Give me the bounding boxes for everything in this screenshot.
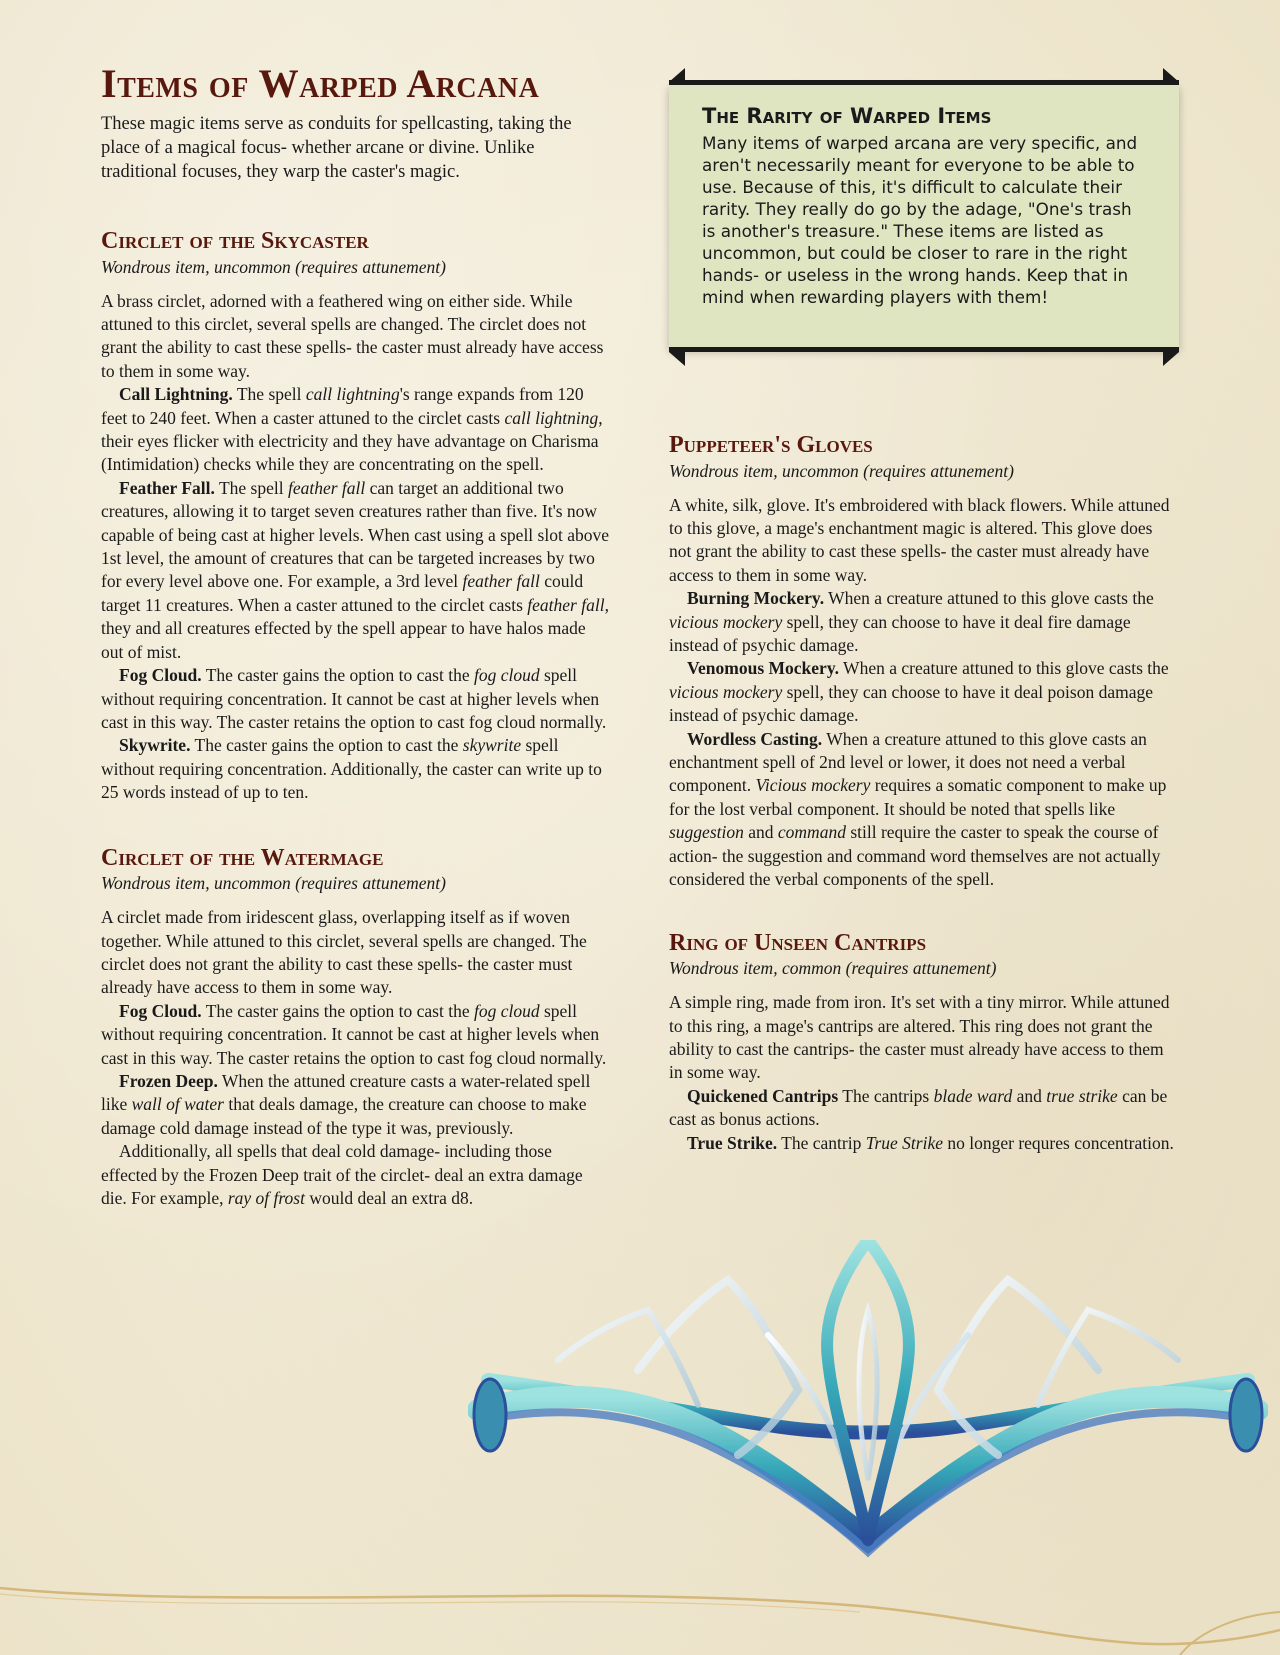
sidebar-corner <box>669 352 685 366</box>
crystal-tiara-icon <box>468 1240 1268 1640</box>
spell-name: vicious mockery <box>669 681 783 702</box>
feature-text: can target an additional two creatures, allowing it to target seven creatures rather than five. It's now capable of being cast at higher levels. When cast using a spell slot above 1st level, the amount of creatures that can be targeted increases by two for every level above one. For example, a 3rd level <box>101 477 609 592</box>
feature-text: can be cast as bonus actions. <box>669 1085 1168 1130</box>
spell-name: blade ward <box>933 1085 1013 1106</box>
feature-text: requires a somatic component to make up for the lost verbal component. It should be noted that spells like <box>669 775 1167 819</box>
feature-text: spell without requiring concentration. It cannot be cast at higher levels when cast in this way. The caster retains the option to cast fog cloud normally. <box>101 1000 607 1068</box>
skycaster-skywrite <box>101 734 611 804</box>
spell-name: skywrite <box>462 735 522 756</box>
sidebar-title: The Rarity of Warped Items <box>702 104 992 128</box>
watermage-frozen-deep <box>101 1070 611 1140</box>
ring-subtitle: Wondrous item, common (requires attunement) <box>669 958 997 979</box>
spell-name: feather fall <box>527 594 605 615</box>
feature-name: Feather Fall. <box>119 477 215 498</box>
feature-name: Call Lightning. <box>119 384 233 405</box>
sidebar-corner <box>1163 352 1179 366</box>
left-column <box>101 62 611 1210</box>
gloves-title: Puppeteer's Gloves <box>669 432 873 458</box>
spell-name: feather fall <box>287 477 366 498</box>
skycaster-call-lightning <box>101 383 611 477</box>
gloves-desc: A white, silk, glove. It's embroidered with black flowers. While attuned to this glove, a mage's enchantment magic is altered. This glove does not grant the ability to cast these spells- the caster must already have access to them in some way. <box>669 494 1170 585</box>
gloves-section <box>669 432 1179 892</box>
spell-name: command <box>777 822 846 843</box>
intro-text: These magic items serve as conduits for spellcasting, taking the place of a magical focus- whether arcane or divine. Unlike traditional focuses, they warp the caster's magic. <box>101 114 572 182</box>
feature-text: still require the caster to speak the course of action- the suggestion and command word themselves are not actually considered the verbal components of the spell. <box>669 822 1161 890</box>
watermage-fog-cloud <box>101 1000 611 1070</box>
spell-name: ray of frost <box>227 1188 305 1208</box>
feature-text: and <box>743 822 778 843</box>
right-column <box>669 432 1179 1155</box>
spell-name: feather fall <box>462 571 540 592</box>
feature-text: Additionally, all spells that deal cold damage- including those effected by the Frozen Deep trait of the circlet- deal an extra damage die. For example, <box>101 1141 583 1208</box>
spell-name: fog cloud <box>473 665 540 686</box>
sidebar-bottom-bar <box>669 347 1179 352</box>
sidebar-box <box>669 84 1179 348</box>
feature-text: When the attuned creature casts a water-related spell like <box>101 1070 591 1115</box>
watermage-title: Circlet of the Watermage <box>101 844 384 871</box>
feature-text: spell, they can choose to have it deal fire damage instead of psychic damage. <box>669 611 1131 656</box>
feature-name: Venomous Mockery. <box>687 658 839 679</box>
sidebar-top-bar <box>669 80 1179 85</box>
rarity-sidebar <box>669 68 1179 356</box>
feature-text: When a creature attuned to this glove casts an enchantment spell of 2nd level or lower, it does not need a verbal component. <box>669 728 1147 796</box>
feature-text: and <box>1012 1085 1047 1106</box>
feature-text: spell without requiring concentration. Additionally, the caster can write up to 25 words instead of up to ten. <box>101 735 602 803</box>
feature-name: True Strike. <box>687 1132 778 1153</box>
spell-name: suggestion <box>669 822 744 843</box>
feature-text: , their eyes flicker with electricity and they have advantage on Charisma (Intimidation) checks while they are concentrating on the spell. <box>101 407 603 475</box>
feature-text: could target 11 creatures. When a caster attuned to the circlet casts <box>101 571 584 615</box>
gloves-burning-mockery <box>669 587 1179 657</box>
ring-desc: A simple ring, made from iron. It's set with a tiny mirror. While attuned to this ring, a mage's cantrips are altered. This ring does not grant the ability to cast the cantrips- the caster must already have access to them in some way. <box>669 992 1170 1083</box>
feature-name: Frozen Deep. <box>119 1070 218 1091</box>
feature-name: Wordless Casting. <box>687 728 823 749</box>
skycaster-desc: A brass circlet, adorned with a feathered wing on either side. While attuned to this circlet, several spells are changed. The circlet does not grant the ability to cast these spells- the caster must already have access to them in some way. <box>101 290 604 381</box>
feature-text: that deals damage, the creature can choose to make damage cold damage instead of the type it was, previously. <box>101 1094 587 1138</box>
gloves-wordless-casting <box>669 728 1179 892</box>
ring-section <box>669 930 1179 1155</box>
gloves-venomous-mockery <box>669 657 1179 727</box>
spell-name: wall of water <box>131 1094 224 1115</box>
feature-text: spell without requiring concentration. It cannot be cast at higher levels when cast in this way. The caster retains the option to cast fog cloud normally. <box>101 665 607 732</box>
feature-text: The spell <box>232 384 306 405</box>
skycaster-fog-cloud <box>101 664 611 734</box>
ring-title: Ring of Unseen Cantrips <box>669 929 927 956</box>
spell-name: call lightning <box>305 384 400 405</box>
watermage-desc: A circlet made from iridescent glass, overlapping itself as if woven together. While attuned to this circlet, several spells are changed. The circlet does not grant the ability to cast these spells- the caster must already have access to them in some way. <box>101 907 587 998</box>
gloves-subtitle: Wondrous item, uncommon (requires attunement) <box>669 460 1014 481</box>
feature-name: Quickened Cantrips <box>687 1085 839 1106</box>
feature-text: When a creature attuned to this glove casts the <box>824 588 1154 609</box>
skycaster-title: Circlet of the Skycaster <box>101 228 369 254</box>
skycaster-subtitle: Wondrous item, uncommon (requires attunement) <box>101 256 446 277</box>
page-title: Items of Warped Arcana <box>101 61 540 106</box>
feature-text: The cantrip <box>777 1132 866 1153</box>
watermage-additionally <box>101 1140 611 1210</box>
feature-text: The caster gains the option to cast the <box>201 1000 474 1021</box>
feature-text: The caster gains the option to cast the <box>201 665 474 686</box>
feature-text: The cantrips <box>838 1085 934 1106</box>
feature-text: would deal an extra d8. <box>304 1188 474 1208</box>
feature-text: no longer requres concentration. <box>943 1132 1174 1153</box>
spell-name: fog cloud <box>473 1000 540 1021</box>
feature-text: , they and all creatures effected by the spell appear to have halos made out of mist. <box>101 594 609 662</box>
feature-name: Burning Mockery. <box>687 588 825 609</box>
feature-text: The caster gains the option to cast the <box>190 735 463 756</box>
spell-name: call lightning <box>504 407 599 428</box>
feature-text: When a creature attuned to this glove casts the <box>839 658 1169 679</box>
spell-name: vicious mockery <box>669 611 783 632</box>
feature-text: 's range expands from 120 feet to 240 feet. When a caster attuned to the circlet casts <box>101 384 584 428</box>
feature-name: Fog Cloud. <box>119 665 202 686</box>
sidebar-body: Many items of warped arcana are very specific, and aren't necessarily meant for everyone to be able to use. Because of this, it's difficult to calculate their rarity. They really do go by the adage, "One's trash is another's treasure." These items are listed as uncommon, but could be closer to rare in the right hands- or useless in the wrong hands. Keep that in mind when rewarding players with them! <box>702 133 1138 307</box>
skycaster-feather-fall <box>101 477 611 664</box>
feature-text: The spell <box>214 477 288 498</box>
feature-name: Fog Cloud. <box>119 1000 202 1021</box>
ring-quickened-cantrips <box>669 1085 1179 1132</box>
feature-text: spell, they can choose to have it deal poison damage instead of psychic damage. <box>669 681 1154 726</box>
feature-name: Skywrite. <box>119 735 191 756</box>
skycaster-section <box>101 228 611 805</box>
watermage-subtitle: Wondrous item, uncommon (requires attunement) <box>101 873 446 894</box>
spell-name: true strike <box>1046 1085 1118 1106</box>
spell-name: Vicious mockery <box>755 775 871 796</box>
watermage-section <box>101 845 611 1211</box>
spell-name: True Strike <box>865 1132 943 1153</box>
ring-true-strike <box>669 1132 1179 1155</box>
